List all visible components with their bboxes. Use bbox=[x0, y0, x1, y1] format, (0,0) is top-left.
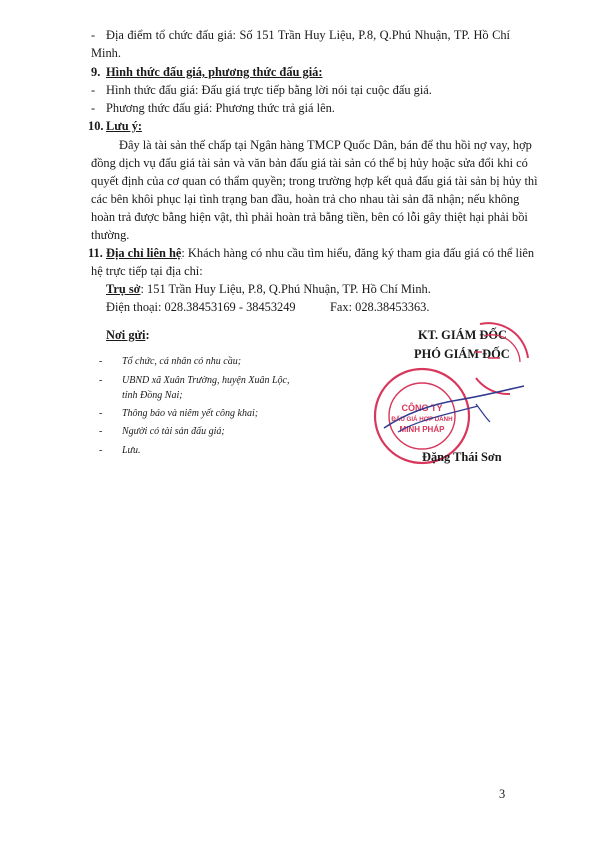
auction-location-line: Địa điểm tổ chức đấu giá: Số 151 Trần Huy Liệu, P.8, Q.Phú Nhuận, TP. Hồ Chí bbox=[106, 28, 510, 42]
section-9-title: Hình thức đấu giá, phương thức đấu giá: bbox=[106, 65, 323, 79]
note-line-1: Đây là tài sản thế chấp tại Ngân hàng TMCP Quốc Dân, bán để thu hồi nợ vay, hợp bbox=[119, 138, 532, 152]
section-10-number: 10. bbox=[88, 119, 104, 133]
section-11-number: 11. bbox=[88, 246, 103, 260]
recipient-dash: - bbox=[99, 445, 103, 456]
note-line-6: thường. bbox=[91, 228, 130, 242]
note-line-3: quyết định của cơ quan có thẩm quyền; trong trường hợp kết quả đấu giá tài sản bị hủy thì bbox=[91, 174, 538, 188]
recipient-item: UBND xã Xuân Trường, huyện Xuân Lộc, bbox=[122, 375, 290, 386]
auction-form-line: Hình thức đấu giá: Đấu giá trực tiếp bằng lời nói tại cuộc đấu giá. bbox=[106, 83, 432, 97]
recipients-colon: : bbox=[145, 328, 150, 342]
office-label: Trụ sở bbox=[106, 282, 141, 296]
section-9-dash-1: - bbox=[91, 83, 96, 97]
signature-scribble-icon bbox=[378, 382, 528, 442]
auction-location-line-2: Minh. bbox=[91, 46, 121, 60]
contact-title: Địa chỉ liên hệ bbox=[106, 246, 182, 260]
fax-number: Fax: 028.38453363. bbox=[330, 300, 430, 314]
recipients-heading bbox=[106, 327, 150, 344]
signature-title-2: PHÓ GIÁM ĐỐC bbox=[414, 347, 510, 361]
signature-title-1: KT. GIÁM ĐỐC bbox=[418, 328, 507, 342]
page-number: 3 bbox=[499, 787, 506, 801]
contact-line-1 bbox=[106, 245, 535, 262]
section-9-dash-2: - bbox=[91, 101, 96, 115]
section-9-number: 9. bbox=[91, 65, 101, 79]
section-10-title: Lưu ý: bbox=[106, 119, 143, 133]
office-text: : 151 Trần Huy Liệu, P.8, Q.Phú Nhuận, TP. Hồ Chí Minh. bbox=[140, 282, 431, 296]
note-line-2: đồng dịch vụ đấu giá tài sản và văn bản đấu giá tài sản có thể bị hủy hoặc sửa đổi khi có bbox=[91, 156, 528, 170]
recipient-item: Tổ chức, cá nhân có nhu cầu; bbox=[122, 356, 242, 367]
recipient-dash: - bbox=[99, 426, 103, 437]
recipient-dash: - bbox=[99, 356, 103, 367]
note-line-5: hoàn trả được bằng hiện vật, thì phải hoàn trả bằng tiền, bên có lỗi gây thiệt hại phải bồi bbox=[91, 210, 528, 224]
seal-line-3: MINH PHÁP bbox=[399, 425, 445, 434]
recipient-dash: - bbox=[99, 408, 103, 419]
phone-number: Điện thoại: 028.38453169 - 38453249 bbox=[106, 300, 296, 314]
recipients-title: Nơi gửi bbox=[106, 328, 146, 342]
recipient-dash: - bbox=[99, 375, 103, 386]
intro-dash: - bbox=[91, 28, 96, 42]
seal-line-2: ĐẤU GIÁ HỢP DANH bbox=[391, 416, 453, 423]
auction-method-line: Phương thức đấu giá: Phương thức trả giá lên. bbox=[106, 101, 335, 115]
recipient-item: Người có tài sản đấu giá; bbox=[122, 426, 225, 437]
office-address bbox=[106, 281, 431, 298]
recipient-item: tỉnh Đồng Nai; bbox=[122, 390, 183, 401]
seal-company-text: CÔNG TY bbox=[401, 403, 443, 413]
recipient-item: Lưu. bbox=[122, 445, 141, 456]
contact-line-2: hệ trực tiếp tại địa chỉ: bbox=[91, 264, 203, 278]
recipient-item: Thông báo và niêm yết công khai; bbox=[122, 408, 259, 419]
note-line-4: các bên khôi phục lại tình trạng ban đầu, hoàn trả cho nhau tài sản đã nhận; nếu không bbox=[91, 192, 520, 206]
signer-name: Đặng Thái Sơn bbox=[422, 450, 502, 464]
contact-intro: : Khách hàng có nhu cầu tìm hiểu, đăng ký tham gia đấu giá có thể liên bbox=[181, 246, 535, 260]
